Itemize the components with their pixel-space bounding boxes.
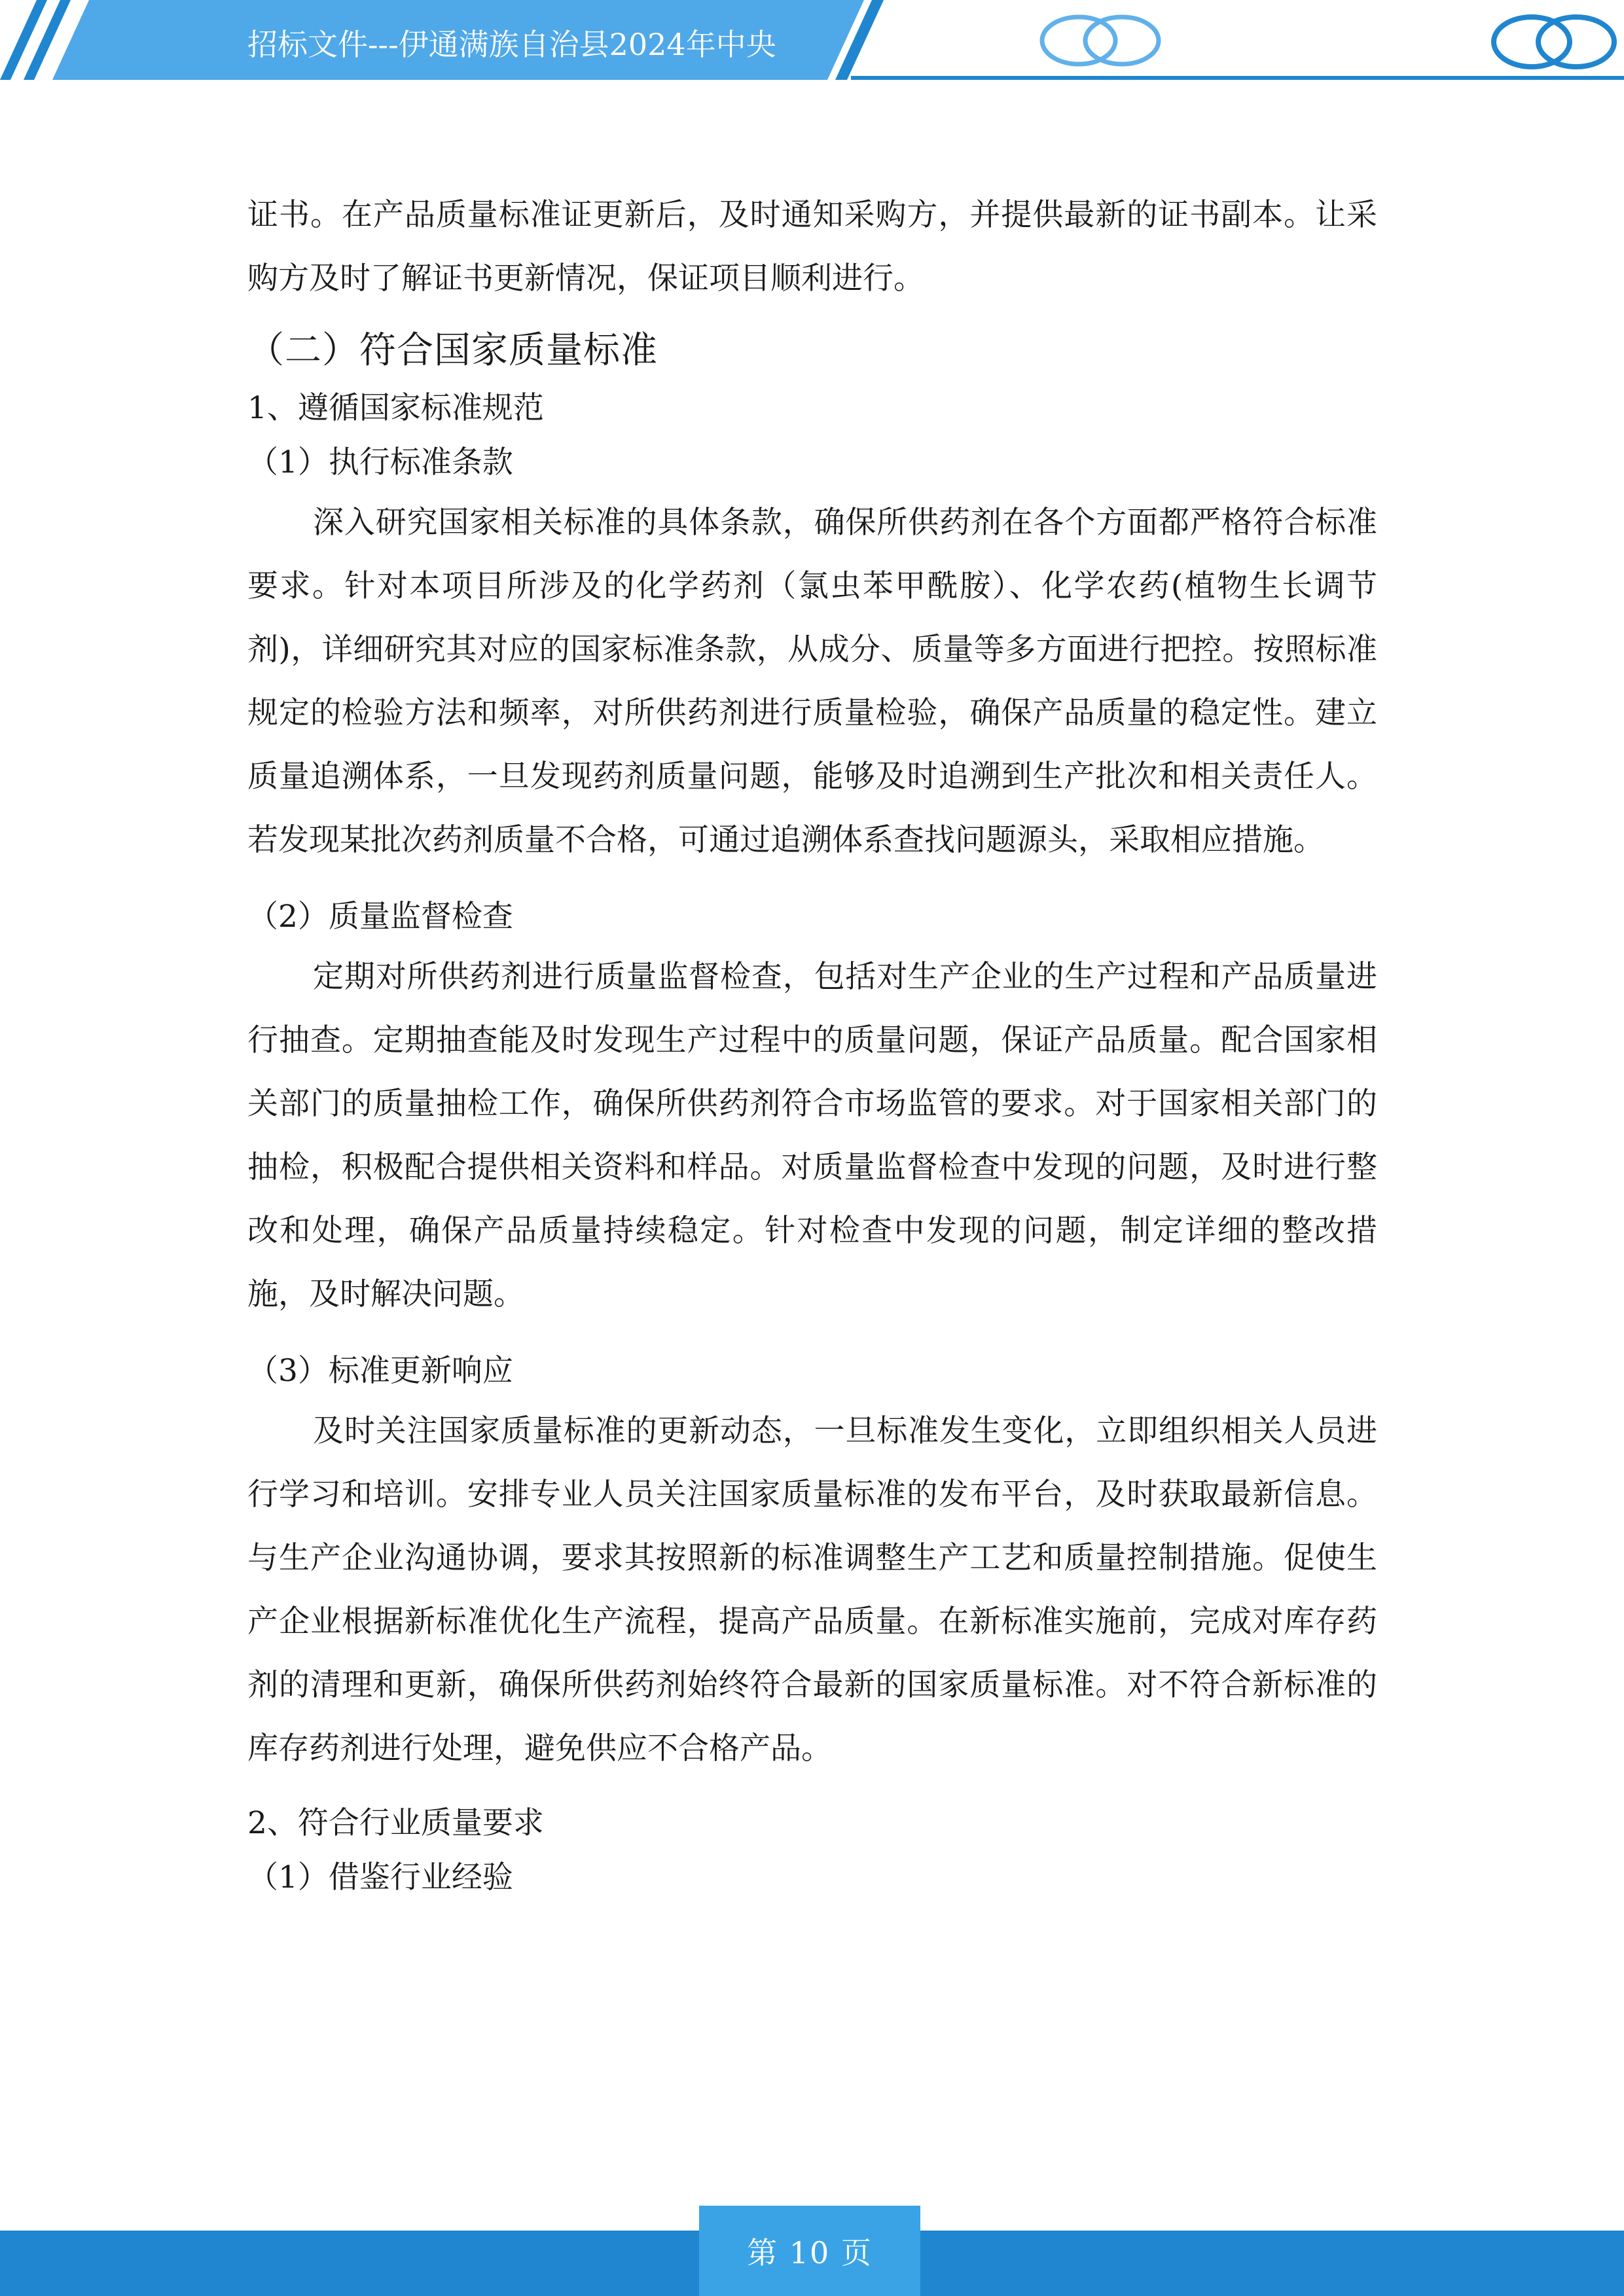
page-header (0, 0, 1624, 85)
section-heading: （二）符合国家质量标准 (247, 329, 658, 372)
header-stripe-1 (0, 0, 47, 80)
spacer (247, 1780, 1377, 1797)
item-heading-1: （1）执行标准条款 (247, 444, 513, 480)
page-number: 第 10 页 (699, 2206, 920, 2296)
item-heading-2: （2）质量监督检查 (247, 899, 513, 935)
header-title: 招标文件---伊通满族自治县2024年中央 (247, 27, 776, 62)
ring-logo-faded (1042, 17, 1159, 64)
subsection-heading-1: 1、遵循国家标准规范 (247, 390, 544, 426)
spacer (247, 1326, 1377, 1343)
item-paragraph-2: 定期对所供药剂进行质量监督检查，包括对生产企业的生产过程和产品质量进行抽查。定期抽查能及时发现生产过程中的质量问题，保证产品质量。配合国家相关部门的质量抽检工作，确保所供药剂符合市场监管的要求。对于国家相关部门的抽检，积极配合提供相关资料和样品。对质量监督检查中发现的问题，及时进行整改和处理，确保产品质量持续稳定。针对检查中发现的问题，制定详细的整改措施，及时解决问题。 (247, 959, 1377, 1312)
paragraph-continuation: 证书。在产品质量标准证更新后，及时通知采购方，并提供最新的证书副本。让采购方及时了解证书更新情况，保证项目顺利进行。 (247, 197, 1377, 296)
header-rule (851, 76, 1624, 80)
item-paragraph-3: 及时关注国家质量标准的更新动态，一旦标准发生变化，立即组织相关人员进行学习和培训。安排专业人员关注国家质量标准的发布平台，及时获取最新信息。与生产企业沟通协调，要求其按照新的标准调整生产工艺和质量控制措施。促使生产企业根据新标准优化生产流程，提高产品质量。在新标准实施前，完成对库存药剂的清理和更新，确保所供药剂始终符合最新的国家质量标准。对不符合新标准的库存药剂进行处理，避免供应不合格产品。 (247, 1413, 1377, 1767)
item-paragraph-1: 深入研究国家相关标准的具体条款，确保所供药剂在各个方面都严格符合标准要求。针对本项目所涉及的化学药剂（氯虫苯甲酰胺）、化学农药(植物生长调节剂)，详细研究其对应的国家标准条款，从成分、质量等多方面进行把控。按照标准规定的检验方法和频率，对所供药剂进行质量检验，确保产品质量的稳定性。建立质量追溯体系，一旦发现药剂质量问题，能够及时追溯到生产批次和相关责任人。若发现某批次药剂质量不合格，可通过追溯体系查找问题源头，采取相应措施。 (247, 505, 1377, 858)
item-heading-3: （3）标准更新响应 (247, 1353, 513, 1389)
spacer (247, 872, 1377, 889)
ring-logo-icon (1494, 17, 1614, 67)
document-body (247, 183, 1377, 1906)
subsection-heading-2: 2、符合行业质量要求 (247, 1805, 544, 1841)
item-heading-4: （1）借鉴行业经验 (247, 1859, 513, 1895)
